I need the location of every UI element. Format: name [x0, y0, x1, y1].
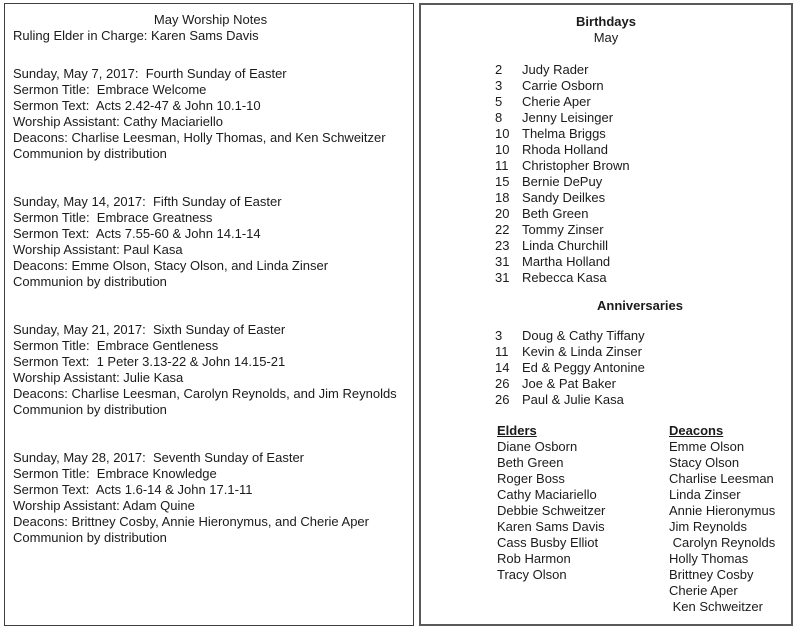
birthday-day: 31 — [495, 254, 510, 269]
anniversary-name: Kevin & Linda Zinser — [522, 344, 642, 359]
communion-line: Communion by distribution — [13, 274, 167, 289]
birthday-name: Rebecca Kasa — [522, 270, 607, 285]
anniversary-row — [495, 392, 791, 408]
anniversary-day: 26 — [495, 376, 510, 391]
birthday-list — [421, 46, 791, 286]
deacons-line: Deacons: Charlise Leesman, Carolyn Reynolds, and Jim Reynolds — [13, 386, 397, 401]
communion-line: Communion by distribution — [13, 146, 167, 161]
sermon-text-line: Sermon Text: Acts 7.55-60 & John 14.1-14 — [13, 226, 261, 241]
birthday-day: 15 — [495, 174, 510, 189]
birthday-day: 10 — [495, 126, 510, 141]
deacon-name: Jim Reynolds — [669, 519, 748, 534]
anniversary-name: Ed & Peggy Antonine — [522, 360, 645, 375]
birthday-row — [495, 142, 791, 158]
birthday-day: 20 — [495, 206, 510, 221]
worship-assistant-line: Worship Assistant: Cathy Maciariello — [13, 114, 224, 129]
elders-heading: Elders — [497, 423, 537, 438]
birthday-row — [495, 126, 791, 142]
worship-assistant-line: Worship Assistant: Julie Kasa — [13, 370, 184, 385]
elders-list — [497, 439, 669, 583]
birthday-row — [495, 62, 791, 78]
elder-name: Roger Boss — [497, 471, 565, 486]
anniversary-name: Doug & Cathy Tiffany — [522, 328, 645, 343]
birthday-name: Judy Rader — [522, 62, 589, 77]
sermon-title-line: Sermon Title: Embrace Knowledge — [13, 466, 217, 481]
birthdays-heading: Birthdays — [576, 14, 636, 29]
birthday-name: Sandy Deilkes — [522, 190, 606, 205]
service-block-may-28 — [13, 418, 408, 546]
birthdays-anniversaries-panel — [419, 3, 793, 626]
anniversary-row — [495, 344, 791, 360]
birthday-name: Tommy Zinser — [522, 222, 604, 237]
deacon-name: Cherie Aper — [669, 583, 738, 598]
deacons-line: Deacons: Charlise Leesman, Holly Thomas, and Ken Schweitzer — [13, 130, 386, 145]
anniversaries-heading: Anniversaries — [597, 298, 683, 313]
deacon-name: Brittney Cosby — [669, 567, 754, 582]
deacons-heading: Deacons — [669, 423, 724, 438]
birthday-name: Thelma Briggs — [522, 126, 606, 141]
birthday-name: Martha Holland — [522, 254, 611, 269]
elder-name: Cathy Maciariello — [497, 487, 597, 502]
elder-name: Cass Busby Elliot — [497, 535, 599, 550]
service-block-may-21 — [13, 290, 408, 418]
anniversary-name: Joe & Pat Baker — [522, 376, 616, 391]
deacons-line: Deacons: Brittney Cosby, Annie Hieronymus, and Cherie Aper — [13, 514, 369, 529]
birthday-day: 22 — [495, 222, 510, 237]
birthday-row — [495, 174, 791, 190]
elder-name: Debbie Schweitzer — [497, 503, 606, 518]
deacon-name: Ken Schweitzer — [669, 599, 763, 614]
anniversary-day: 26 — [495, 392, 510, 407]
sermon-title-line: Sermon Title: Embrace Greatness — [13, 210, 213, 225]
birthday-row — [495, 206, 791, 222]
birthday-row — [495, 158, 791, 174]
sermon-title-line: Sermon Title: Embrace Welcome — [13, 82, 207, 97]
communion-line: Communion by distribution — [13, 402, 167, 417]
page-title: May Worship Notes — [153, 12, 268, 27]
service-date-line: Sunday, May 7, 2017: Fourth Sunday of Easter — [13, 66, 287, 81]
birthday-day: 31 — [495, 270, 510, 285]
birthday-day: 23 — [495, 238, 510, 253]
sermon-text-line: Sermon Text: Acts 1.6-14 & John 17.1-11 — [13, 482, 253, 497]
sermon-text-line: Sermon Text: Acts 2.42-47 & John 10.1-10 — [13, 98, 261, 113]
birthday-name: Christopher Brown — [522, 158, 630, 173]
service-date-line: Sunday, May 28, 2017: Seventh Sunday of Easter — [13, 450, 305, 465]
birthday-row — [495, 238, 791, 254]
anniversary-list — [421, 314, 791, 408]
communion-line: Communion by distribution — [13, 530, 167, 545]
deacons-line: Deacons: Emme Olson, Stacy Olson, and Linda Zinser — [13, 258, 329, 273]
deacons-column — [669, 423, 791, 615]
birthday-row — [495, 254, 791, 270]
elder-name: Karen Sams Davis — [497, 519, 605, 534]
deacon-name: Holly Thomas — [669, 551, 749, 566]
anniversary-row — [495, 360, 791, 376]
officers-section — [421, 423, 791, 615]
elders-column — [497, 423, 669, 615]
birthday-name: Beth Green — [522, 206, 589, 221]
sermon-text-line: Sermon Text: 1 Peter 3.13-22 & John 14.15-21 — [13, 354, 286, 369]
service-block-may-7 — [13, 44, 408, 162]
elder-name: Diane Osborn — [497, 439, 578, 454]
deacon-name: Stacy Olson — [669, 455, 740, 470]
birthday-name: Bernie DePuy — [522, 174, 603, 189]
birthday-day: 11 — [495, 158, 509, 173]
birthday-row — [495, 270, 791, 286]
birthday-row — [495, 78, 791, 94]
birthday-row — [495, 110, 791, 126]
birthdays-month: May — [593, 30, 619, 45]
sermon-title-line: Sermon Title: Embrace Gentleness — [13, 338, 219, 353]
birthday-day: 10 — [495, 142, 510, 157]
birthday-row — [495, 190, 791, 206]
anniversary-row — [495, 328, 791, 344]
worship-assistant-line: Worship Assistant: Adam Quine — [13, 498, 195, 513]
service-date-line: Sunday, May 14, 2017: Fifth Sunday of Easter — [13, 194, 282, 209]
birthday-row — [495, 94, 791, 110]
anniversary-row — [495, 376, 791, 392]
deacon-name: Linda Zinser — [669, 487, 741, 502]
ruling-elder-line: Ruling Elder in Charge: Karen Sams Davis — [13, 28, 259, 43]
deacon-name: Charlise Leesman — [669, 471, 774, 486]
birthday-name: Rhoda Holland — [522, 142, 609, 157]
birthday-name: Jenny Leisinger — [522, 110, 614, 125]
birthday-day: 8 — [495, 110, 503, 125]
birthday-day: 3 — [495, 78, 503, 93]
birthday-name: Carrie Osborn — [522, 78, 604, 93]
service-date-line: Sunday, May 21, 2017: Sixth Sunday of Easter — [13, 322, 286, 337]
anniversary-day: 14 — [495, 360, 510, 375]
anniversary-day: 11 — [495, 344, 509, 359]
elder-name: Rob Harmon — [497, 551, 571, 566]
service-block-may-14 — [13, 162, 408, 290]
deacon-name: Carolyn Reynolds — [669, 535, 776, 550]
worship-assistant-line: Worship Assistant: Paul Kasa — [13, 242, 183, 257]
birthday-day: 18 — [495, 190, 510, 205]
birthday-day: 5 — [495, 94, 503, 109]
deacons-list — [669, 439, 791, 615]
anniversary-day: 3 — [495, 328, 503, 343]
birthday-row — [495, 222, 791, 238]
birthday-name: Linda Churchill — [522, 238, 608, 253]
elder-name: Beth Green — [497, 455, 564, 470]
birthday-name: Cherie Aper — [522, 94, 591, 109]
elder-name: Tracy Olson — [497, 567, 567, 582]
birthday-day: 2 — [495, 62, 503, 77]
anniversary-name: Paul & Julie Kasa — [522, 392, 624, 407]
deacon-name: Annie Hieronymus — [669, 503, 776, 518]
worship-notes-panel — [4, 3, 414, 626]
deacon-name: Emme Olson — [669, 439, 745, 454]
